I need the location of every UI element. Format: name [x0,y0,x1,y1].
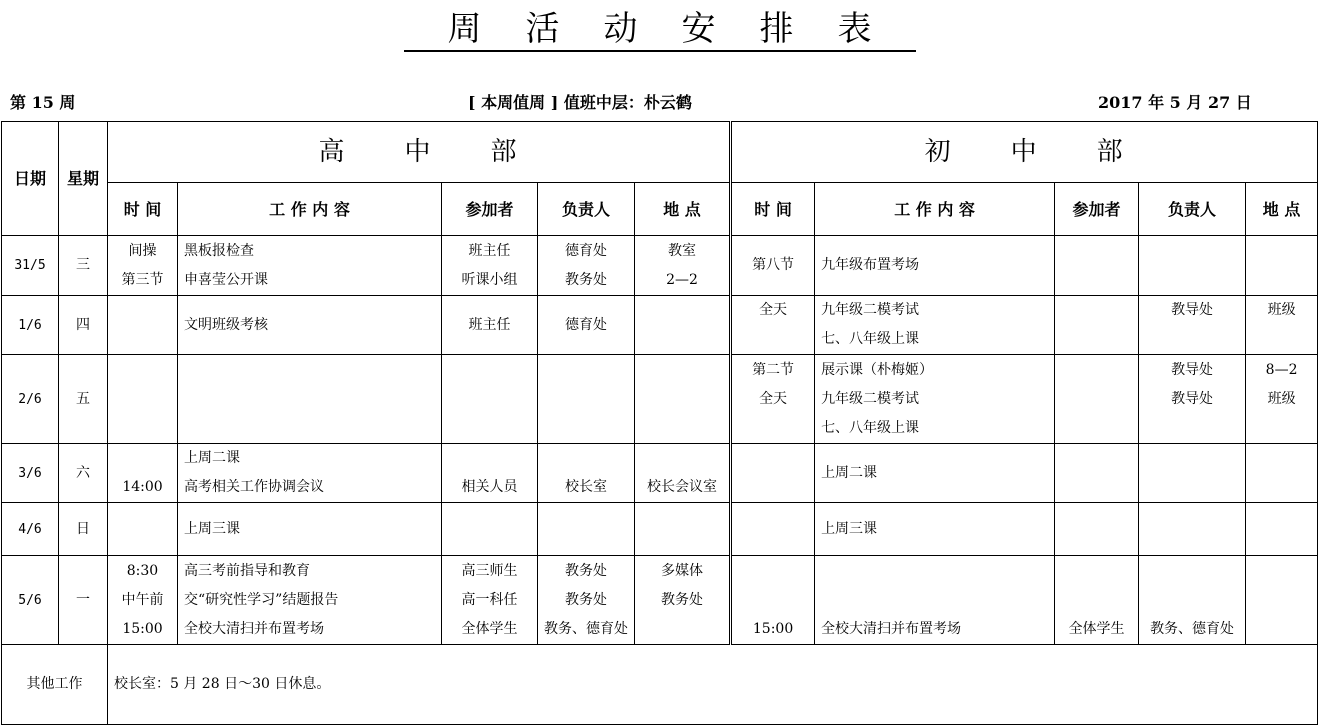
senior-header-place: 地 点 [635,183,731,236]
junior-participants [1055,236,1139,296]
header-date: 日期 [2,122,59,236]
senior-participants [442,355,538,444]
junior-place-line [1248,414,1315,443]
other-work-text: 校长室：5 月 28 日～30 日休息。 [108,645,1318,725]
junior-time [731,503,815,556]
junior-time-line: 第八节 [752,257,795,273]
junior-time-line: 第二节 [752,361,795,378]
senior-content [178,556,442,645]
senior-time-line: 15:00 [122,621,163,637]
junior-content [815,556,1055,645]
senior-owner-line [540,444,632,473]
junior-time-line [734,414,812,443]
junior-content [815,355,1055,444]
senior-owner-line: 教务处 [565,271,607,288]
junior-owner-line: 教导处 [1171,390,1214,407]
junior-owner-line [1141,325,1243,354]
senior-place [635,503,731,556]
row-weekday: 五 [59,355,108,444]
senior-owner [538,503,635,556]
senior-time [108,296,178,355]
junior-owner [1139,355,1246,444]
senior-participants-line: 班主任 [468,316,511,333]
page-title: 周活动安排表 [0,8,1319,52]
table-row [2,296,1318,355]
junior-participants [1055,556,1139,645]
senior-owner [538,236,635,296]
table-row [2,236,1318,296]
senior-content-line: 上周二课 [184,450,240,466]
senior-owner-line: 校长室 [565,479,607,495]
senior-place [635,444,731,503]
junior-time-line: 全天 [759,390,788,407]
junior-owner [1139,236,1246,296]
senior-owner-line: 教务、德育处 [544,621,628,637]
senior-time [108,444,178,503]
junior-content-line: 全校大清扫并布置考场 [821,621,962,637]
row-weekday: 六 [59,444,108,503]
senior-participants [442,236,538,296]
senior-owner-line: 德育处 [565,242,607,259]
senior-place-line: 2—2 [666,271,698,288]
senior-time [108,556,178,645]
junior-content-line: 展示课（朴梅姬） [821,361,934,378]
junior-participants [1055,296,1139,355]
senior-place [635,296,731,355]
senior-place-line: 教务处 [661,592,704,608]
junior-time [731,236,815,296]
senior-place-line [637,615,727,644]
junior-owner-line: 教务、德育处 [1150,621,1235,637]
schedule-table [1,121,1318,725]
senior-time [108,236,178,296]
senior-content [178,296,442,355]
row-date: 1/6 [2,296,59,355]
senior-participants [442,556,538,645]
senior-participants-line: 全体学生 [461,621,518,637]
senior-participants [442,503,538,556]
doc-date: 2017 年 5 月 27 日 [1098,93,1252,112]
junior-participants [1055,355,1139,444]
row-date: 5/6 [2,556,59,645]
junior-content-line: 九年级二模考试 [821,302,920,318]
row-weekday: 三 [59,236,108,296]
junior-time-line: 15:00 [752,621,794,637]
header-weekday: 星期 [59,122,108,236]
junior-content [815,296,1055,355]
junior-header-participants: 参加者 [1055,183,1139,236]
senior-content [178,444,442,503]
senior-time-line [110,444,175,473]
junior-place [1246,236,1318,296]
row-weekday: 一 [59,556,108,645]
junior-header-time: 时 间 [731,183,815,236]
header-junior: 初中部 [731,122,1318,183]
junior-participants [1055,503,1139,556]
junior-owner [1139,556,1246,645]
junior-content-line: 七、八年级上课 [821,331,920,347]
senior-place [635,236,731,296]
senior-participants-line: 相关人员 [461,479,518,495]
junior-time [731,556,815,645]
senior-content [178,236,442,296]
table-row [2,444,1318,503]
junior-place [1246,296,1318,355]
row-date: 2/6 [2,355,59,444]
row-date: 4/6 [2,503,59,556]
junior-time [731,296,815,355]
senior-owner [538,355,635,444]
senior-participants-line: 高一科任 [461,592,518,608]
junior-owner [1139,296,1246,355]
junior-content [815,444,1055,503]
junior-owner-line: 教导处 [1171,361,1214,378]
junior-participants-line: 全体学生 [1068,621,1125,637]
senior-time-line: 第三节 [121,271,164,288]
senior-content [178,355,442,444]
junior-place-line: 班级 [1267,302,1296,318]
senior-content-line: 高三考前指导和教育 [184,563,310,579]
junior-content [815,503,1055,556]
senior-place-line: 校长会议室 [647,479,718,495]
senior-header-owner: 负责人 [538,183,635,236]
junior-header-place: 地 点 [1246,183,1318,236]
senior-content-line: 全校大清扫并布置考场 [184,621,324,637]
senior-time-line: 8:30 [126,563,159,579]
junior-content-line: 九年级二模考试 [821,390,920,407]
senior-time-line: 间操 [128,242,157,259]
junior-owner [1139,503,1246,556]
junior-header-owner: 负责人 [1139,183,1246,236]
other-work-label: 其他工作 [2,645,108,725]
row-date: 3/6 [2,444,59,503]
senior-owner [538,296,635,355]
junior-content-line: 七、八年级上课 [821,419,920,436]
junior-time [731,444,815,503]
senior-time-line: 中午前 [121,592,164,608]
junior-owner-line: 教导处 [1171,302,1214,318]
table-row [2,556,1318,645]
senior-participants [442,444,538,503]
senior-place [635,355,731,444]
junior-place [1246,355,1318,444]
junior-place [1246,556,1318,645]
table-row [2,503,1318,556]
table-row [2,355,1318,444]
junior-owner [1139,444,1246,503]
senior-content-line: 黑板报检查 [184,242,254,259]
junior-owner-line [1141,414,1243,443]
senior-place-line: 多媒体 [661,563,704,579]
senior-content-line: 文明班级考核 [184,316,268,333]
junior-time-line: 全天 [759,302,788,318]
senior-content-line: 申喜莹公开课 [184,271,268,288]
senior-participants-line [444,444,535,473]
junior-time [731,355,815,444]
senior-time [108,503,178,556]
senior-content [178,503,442,556]
junior-time-line [734,325,812,354]
junior-content-line: 上周三课 [821,520,878,537]
junior-place [1246,444,1318,503]
senior-content-line: 高考相关工作协调会议 [184,479,324,495]
row-date: 31/5 [2,236,59,296]
duty-info: [ 本周值周 ] 值班中层：朴云鹤 [468,93,692,112]
junior-place-line: 班级 [1267,390,1296,407]
senior-content-line: 上周三课 [184,520,240,537]
senior-time-line: 14:00 [122,479,163,495]
senior-participants-line: 高三师生 [461,563,518,579]
junior-header-content: 工 作 内 容 [815,183,1055,236]
senior-owner-line: 德育处 [565,316,607,333]
row-weekday: 四 [59,296,108,355]
senior-owner-line: 教务处 [565,563,607,579]
senior-place-line [637,444,727,473]
junior-place-line [1248,325,1315,354]
senior-content-line: 交“研究性学习”结题报告 [184,592,339,608]
junior-place-line: 8—2 [1265,361,1298,378]
row-weekday: 日 [59,503,108,556]
senior-participants-line: 班主任 [468,242,511,259]
junior-content-line: 九年级布置考场 [821,257,920,273]
junior-content-line: 上周二课 [821,464,878,481]
senior-owner-line: 教务处 [565,592,607,608]
senior-owner [538,444,635,503]
junior-place [1246,503,1318,556]
header-senior: 高中部 [108,122,731,183]
junior-participants [1055,444,1139,503]
senior-participants [442,296,538,355]
senior-participants-line: 听课小组 [461,271,518,288]
senior-place [635,556,731,645]
senior-header-content: 工 作 内 容 [178,183,442,236]
week-number: 第 15 周 [10,93,76,112]
senior-owner [538,556,635,645]
senior-header-participants: 参加者 [442,183,538,236]
junior-content [815,236,1055,296]
senior-header-time: 时 间 [108,183,178,236]
senior-time [108,355,178,444]
senior-place-line: 教室 [668,242,697,259]
